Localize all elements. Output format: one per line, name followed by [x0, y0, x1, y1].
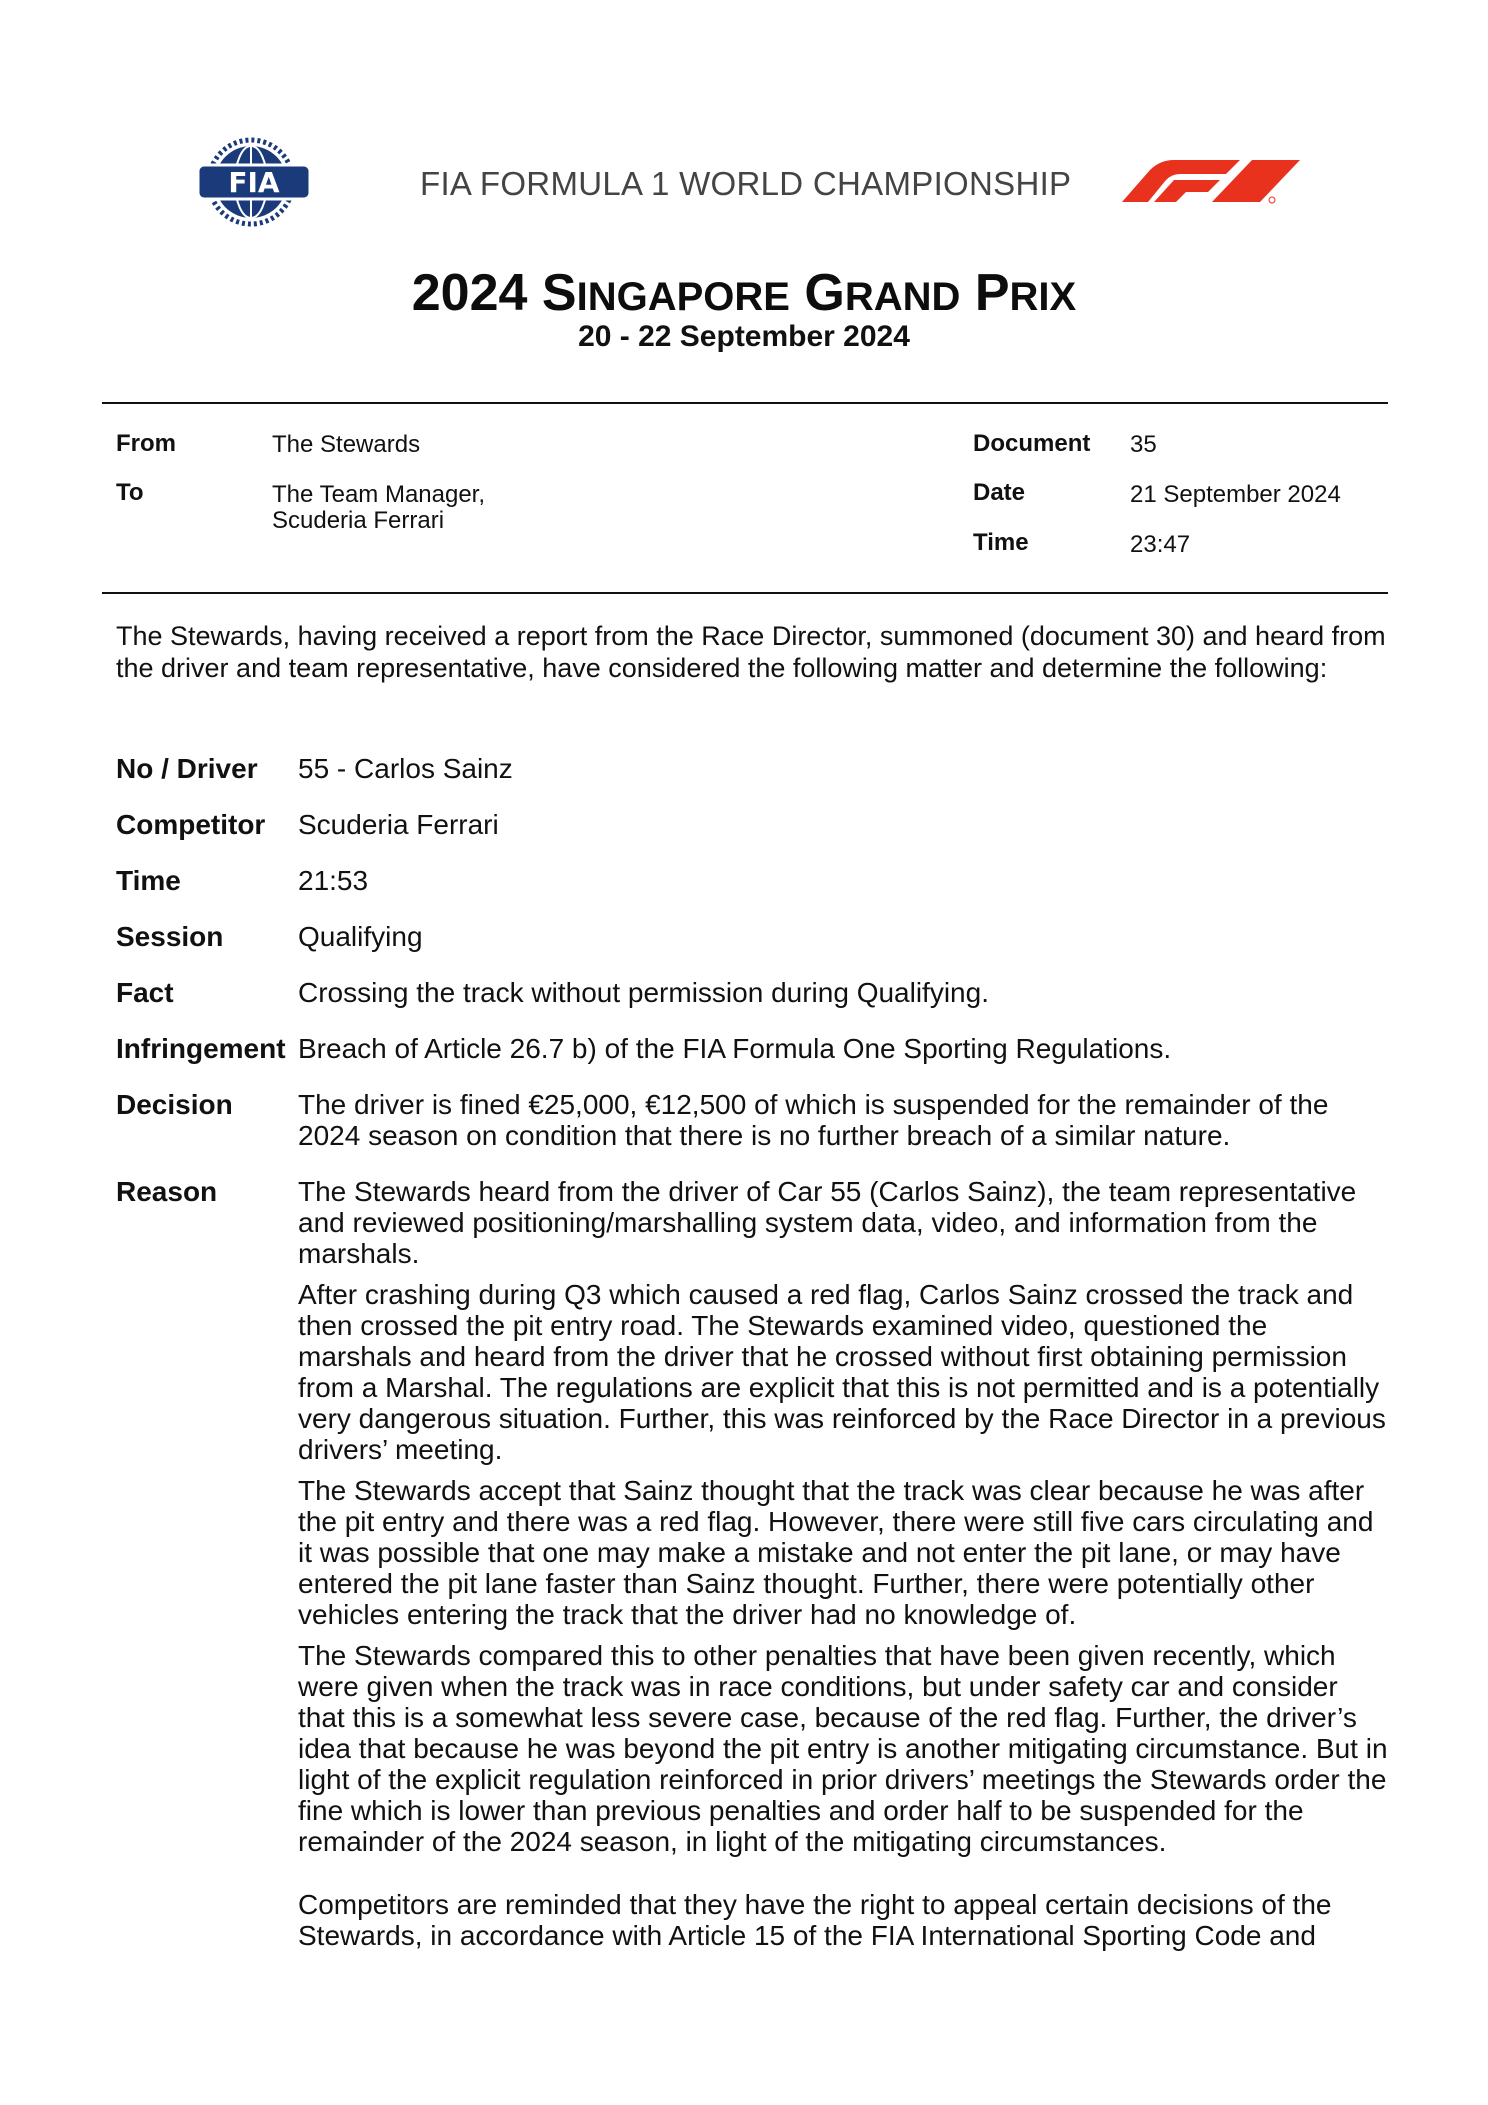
document-label: Document [973, 430, 1091, 457]
event-dates: 20 - 22 September 2024 [578, 320, 910, 353]
decision-label: Decision [116, 1089, 233, 1120]
reason-paragraph: After crashing during Q3 which caused a red flag, Carlos Sainz crossed the track and then crossed the pit entry road. The Stewards examined video, questioned the marshals and heard from the driver that he crossed without first obtaining permission from a Marshal. The regulations are explicit that this is not permitted and is a potentially very dangerous situation. Further, this was reinforced by the Race Director in a previous drivers’ meeting. [298, 1279, 1386, 1465]
championship-heading: FIA FORMULA 1 WORLD CHAMPIONSHIP [420, 165, 1072, 202]
reason-paragraph: The Stewards heard from the driver of Car 55 (Carlos Sainz), the team representative and reviewed positioning/marshalling system data, video, and information from the marshals. [298, 1176, 1357, 1269]
appeal-notice: Competitors are reminded that they have the right to appeal certain decisions of the Stewards, in accordance with Article 15 of the FIA International Sporting Code and [298, 1889, 1332, 1951]
fia-logo [190, 137, 320, 227]
infringement-label: Infringement [116, 1033, 286, 1064]
to-value-line1: The Team Manager, [272, 481, 486, 508]
event-year: 2024 [411, 264, 528, 322]
from-label: From [116, 430, 176, 457]
reason-paragraph: The Stewards compared this to other penalties that have been given recently, which were given when the track was in race conditions, but under safety car and consider that this is a somewhat less severe case, because of the red flag. Further, the driver’s idea that because he was beyond the pit entry is another mitigating circumstance. But in light of the explicit regulation reinforced in prior drivers’ meetings the Stewards order the fine which is lower than previous penalties and order half to be suspended for the remainder of the 2024 season, in light of the mitigating circumstances. [298, 1640, 1388, 1857]
date-label: Date [973, 479, 1026, 506]
reason-label: Reason [116, 1176, 218, 1207]
fact-value: Crossing the track without permission during Qualifying. [298, 977, 989, 1008]
driver-label: No / Driver [116, 753, 258, 784]
intro-paragraph: The Stewards, having received a report from the Race Director, summoned (document 30) and heard from the driver and team representative, have considered the following matter and determine the following: [116, 621, 1386, 683]
infringement-value: Breach of Article 26.7 b) of the FIA Formula One Sporting Regulations. [298, 1033, 1172, 1064]
to-value [272, 482, 485, 534]
competitor-value: Scuderia Ferrari [298, 809, 499, 840]
date-value: 21 September 2024 [1130, 481, 1341, 508]
event-title: 2024 SINGAPORE GRAND PRIX [411, 264, 1077, 322]
driver-value: 55 - Carlos Sainz [298, 753, 513, 784]
from-value: The Stewards [272, 431, 421, 458]
to-value-line2: Scuderia Ferrari [272, 507, 445, 534]
divider-top [102, 402, 1388, 404]
to-label: To [116, 479, 144, 506]
fact-label: Fact [116, 977, 174, 1008]
session-label: Session [116, 921, 224, 952]
time-row-label: Time [116, 865, 181, 896]
session-value: Qualifying [298, 921, 423, 952]
time-label: Time [973, 529, 1029, 556]
competitor-label: Competitor [116, 809, 266, 840]
time-value: 23:47 [1130, 531, 1191, 558]
time-row-value: 21:53 [298, 865, 369, 896]
f1-logo [1122, 156, 1302, 208]
decision-value: The driver is fined €25,000, €12,500 of which is suspended for the remainder of the 2024 season on condition that there is no further breach of a similar nature. [298, 1089, 1329, 1151]
document-value: 35 [1130, 431, 1157, 458]
fia-logo-text: FIA [228, 166, 280, 199]
divider-bottom [102, 592, 1388, 594]
reason-paragraph: The Stewards accept that Sainz thought that the track was clear because he was after the pit entry and there was a red flag. However, there were still five cars circulating and it was possible that one may make a mistake and not enter the pit lane, or may have entered the pit lane faster than Sainz thought. Further, there were potentially other vehicles entering the track that the driver had no knowledge of. [298, 1475, 1374, 1630]
reason-value [298, 1176, 1388, 1961]
